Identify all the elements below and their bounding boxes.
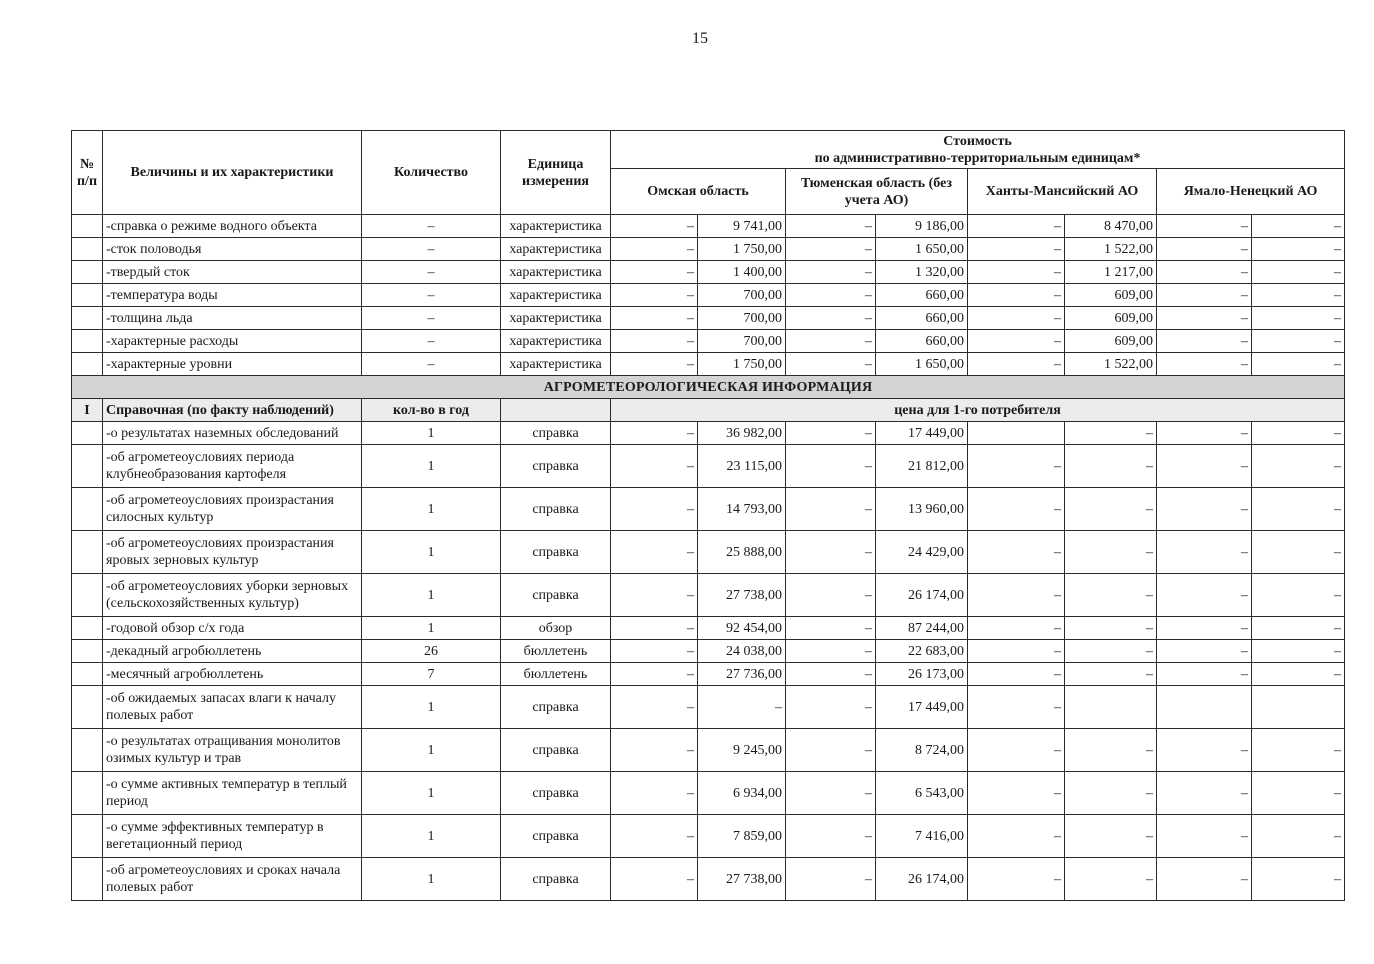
row-value: – xyxy=(1157,215,1252,238)
row-value: – xyxy=(786,574,876,617)
row-value: 7 859,00 xyxy=(698,815,786,858)
row-number-cell xyxy=(72,284,103,307)
row-value: – xyxy=(968,640,1065,663)
row-value: – xyxy=(1157,307,1252,330)
row-quantity: – xyxy=(362,215,501,238)
row-unit: характеристика xyxy=(501,215,611,238)
row-quantity: 1 xyxy=(362,574,501,617)
row-value: – xyxy=(968,858,1065,901)
row-value: 660,00 xyxy=(876,330,968,353)
row-value: – xyxy=(611,686,698,729)
row-value: 700,00 xyxy=(698,307,786,330)
row-quantity: – xyxy=(362,353,501,376)
header-cost xyxy=(611,131,1345,169)
header-region-khmao: Ханты-Мансийский АО xyxy=(968,169,1157,215)
row-value: 21 812,00 xyxy=(876,445,968,488)
row-unit: бюллетень xyxy=(501,640,611,663)
row-value: 1 750,00 xyxy=(698,353,786,376)
cost-subtitle: по административно-территориальным единицам* xyxy=(814,150,1141,166)
row-value: – xyxy=(1252,617,1345,640)
row-name: -характерные уровни xyxy=(103,353,362,376)
row-value: – xyxy=(1157,330,1252,353)
row-name: -сток половодья xyxy=(103,238,362,261)
row-value: – xyxy=(1065,488,1157,531)
row-value: 26 173,00 xyxy=(876,663,968,686)
row-quantity: 26 xyxy=(362,640,501,663)
row-value: – xyxy=(611,238,698,261)
table-row xyxy=(72,574,1345,617)
row-value: – xyxy=(786,663,876,686)
table-row xyxy=(72,815,1345,858)
table-row xyxy=(72,663,1345,686)
row-value: – xyxy=(611,488,698,531)
subheader-price: цена для 1-го потребителя xyxy=(611,399,1345,422)
table-row xyxy=(72,640,1345,663)
row-value: 609,00 xyxy=(1065,330,1157,353)
row-name: -температура воды xyxy=(103,284,362,307)
row-quantity: – xyxy=(362,284,501,307)
row-value: 26 174,00 xyxy=(876,574,968,617)
row-value: – xyxy=(1065,663,1157,686)
row-value xyxy=(1157,686,1252,729)
row-value: 27 738,00 xyxy=(698,858,786,901)
row-number-cell xyxy=(72,215,103,238)
row-value: – xyxy=(1065,617,1157,640)
agro-rows xyxy=(72,422,1345,901)
row-value: – xyxy=(786,617,876,640)
price-table xyxy=(71,130,1345,901)
row-value: 609,00 xyxy=(1065,307,1157,330)
table-row xyxy=(72,307,1345,330)
row-value: 1 217,00 xyxy=(1065,261,1157,284)
row-value: – xyxy=(1157,663,1252,686)
row-number-cell xyxy=(72,445,103,488)
row-value: – xyxy=(786,488,876,531)
row-value: 14 793,00 xyxy=(698,488,786,531)
row-unit: справка xyxy=(501,815,611,858)
row-number-cell xyxy=(72,238,103,261)
row-value: 9 741,00 xyxy=(698,215,786,238)
table-row xyxy=(72,445,1345,488)
row-value: – xyxy=(968,772,1065,815)
row-value: – xyxy=(786,772,876,815)
row-quantity: – xyxy=(362,261,501,284)
row-quantity: 1 xyxy=(362,617,501,640)
row-quantity: 1 xyxy=(362,815,501,858)
row-quantity: 1 xyxy=(362,422,501,445)
row-value: – xyxy=(968,531,1065,574)
row-number-cell xyxy=(72,663,103,686)
row-value: 1 320,00 xyxy=(876,261,968,284)
table-header xyxy=(72,131,1345,215)
row-name: -об агрометеоусловиях уборки зерновых (сельскохозяйственных культур) xyxy=(103,574,362,617)
row-value: – xyxy=(968,815,1065,858)
row-value: 8 724,00 xyxy=(876,729,968,772)
row-number-cell xyxy=(72,422,103,445)
row-value: – xyxy=(611,307,698,330)
row-unit: бюллетень xyxy=(501,663,611,686)
row-value: – xyxy=(1065,574,1157,617)
row-value: 1 522,00 xyxy=(1065,238,1157,261)
row-unit: справка xyxy=(501,772,611,815)
hydro-rows xyxy=(72,215,1345,376)
row-number-cell xyxy=(72,617,103,640)
row-name: -об агрометеоусловиях произрастания силосных культур xyxy=(103,488,362,531)
row-number-cell xyxy=(72,858,103,901)
row-unit: справка xyxy=(501,445,611,488)
row-value: – xyxy=(1157,238,1252,261)
row-value: – xyxy=(1252,284,1345,307)
row-value: – xyxy=(611,772,698,815)
row-value: – xyxy=(1157,284,1252,307)
row-value: – xyxy=(968,261,1065,284)
row-value: – xyxy=(786,445,876,488)
agro-section xyxy=(72,376,1345,422)
row-value: – xyxy=(968,729,1065,772)
row-value: – xyxy=(1252,574,1345,617)
row-value: – xyxy=(1252,815,1345,858)
table-row xyxy=(72,772,1345,815)
row-value: – xyxy=(611,284,698,307)
row-value: – xyxy=(1157,488,1252,531)
row-name: -толщина льда xyxy=(103,307,362,330)
row-name: -о сумме эффективных температур в вегетационный период xyxy=(103,815,362,858)
row-value: – xyxy=(1252,215,1345,238)
subheader-number: I xyxy=(72,399,103,422)
row-value: – xyxy=(1252,238,1345,261)
row-unit: справка xyxy=(501,858,611,901)
header-unit: Единица измерения xyxy=(501,131,611,215)
row-unit: справка xyxy=(501,686,611,729)
row-value: – xyxy=(611,858,698,901)
row-value: 7 416,00 xyxy=(876,815,968,858)
table-row xyxy=(72,353,1345,376)
row-value: – xyxy=(611,574,698,617)
row-value: – xyxy=(1157,729,1252,772)
row-value: – xyxy=(786,238,876,261)
row-number-cell xyxy=(72,686,103,729)
row-value xyxy=(1065,686,1157,729)
row-quantity: 1 xyxy=(362,488,501,531)
table-row xyxy=(72,422,1345,445)
row-unit: характеристика xyxy=(501,330,611,353)
row-quantity: 1 xyxy=(362,531,501,574)
row-value: 23 115,00 xyxy=(698,445,786,488)
row-value: – xyxy=(968,686,1065,729)
row-value: – xyxy=(786,531,876,574)
table-row xyxy=(72,686,1345,729)
row-name: -о результатах отращивания монолитов озимых культур и трав xyxy=(103,729,362,772)
row-unit: справка xyxy=(501,574,611,617)
row-value xyxy=(1252,686,1345,729)
row-value: – xyxy=(786,729,876,772)
row-number-cell xyxy=(72,574,103,617)
row-name: -характерные расходы xyxy=(103,330,362,353)
table-row xyxy=(72,531,1345,574)
row-value: – xyxy=(1157,772,1252,815)
row-value: – xyxy=(968,574,1065,617)
row-value: – xyxy=(1065,422,1157,445)
row-value: 27 736,00 xyxy=(698,663,786,686)
row-quantity: – xyxy=(362,238,501,261)
row-value: – xyxy=(968,617,1065,640)
header-number: № п/п xyxy=(72,131,103,215)
row-value: 36 982,00 xyxy=(698,422,786,445)
row-name: -о результатах наземных обследований xyxy=(103,422,362,445)
table-row xyxy=(72,488,1345,531)
row-value: 6 934,00 xyxy=(698,772,786,815)
row-value: – xyxy=(786,284,876,307)
row-unit: справка xyxy=(501,531,611,574)
row-quantity: – xyxy=(362,330,501,353)
row-unit: справка xyxy=(501,729,611,772)
row-name: -о сумме активных температур в теплый период xyxy=(103,772,362,815)
row-value: 26 174,00 xyxy=(876,858,968,901)
row-name: -месячный агробюллетень xyxy=(103,663,362,686)
row-number-cell xyxy=(72,488,103,531)
row-value: 13 960,00 xyxy=(876,488,968,531)
row-value: – xyxy=(1065,640,1157,663)
row-number-cell xyxy=(72,330,103,353)
row-value: 87 244,00 xyxy=(876,617,968,640)
table-row xyxy=(72,330,1345,353)
row-value: 17 449,00 xyxy=(876,686,968,729)
row-value: 660,00 xyxy=(876,307,968,330)
row-value: – xyxy=(611,330,698,353)
row-value: – xyxy=(1252,488,1345,531)
row-value: – xyxy=(1065,445,1157,488)
row-value: – xyxy=(1252,729,1345,772)
row-name: -годовой обзор с/х года xyxy=(103,617,362,640)
row-value: – xyxy=(611,617,698,640)
row-value: 700,00 xyxy=(698,284,786,307)
row-value: – xyxy=(1065,858,1157,901)
row-value: 700,00 xyxy=(698,330,786,353)
row-value: 9 186,00 xyxy=(876,215,968,238)
row-value: – xyxy=(1252,353,1345,376)
row-value: – xyxy=(611,729,698,772)
row-value: – xyxy=(1252,330,1345,353)
row-unit: характеристика xyxy=(501,307,611,330)
row-quantity: – xyxy=(362,307,501,330)
header-name: Величины и их характеристики xyxy=(103,131,362,215)
row-number-cell xyxy=(72,307,103,330)
row-value: 17 449,00 xyxy=(876,422,968,445)
table-row xyxy=(72,261,1345,284)
table-row xyxy=(72,858,1345,901)
row-quantity: 7 xyxy=(362,663,501,686)
section-title: АГРОМЕТЕОРОЛОГИЧЕСКАЯ ИНФОРМАЦИЯ xyxy=(72,376,1345,399)
row-value: – xyxy=(611,422,698,445)
subheader-unit xyxy=(501,399,611,422)
row-value: – xyxy=(611,445,698,488)
row-name: -об ожидаемых запасах влаги к началу полевых работ xyxy=(103,686,362,729)
row-value: – xyxy=(968,238,1065,261)
table-row xyxy=(72,617,1345,640)
row-name: -твердый сток xyxy=(103,261,362,284)
row-number-cell xyxy=(72,729,103,772)
row-value: – xyxy=(968,307,1065,330)
row-value: – xyxy=(1065,531,1157,574)
row-value: – xyxy=(1157,858,1252,901)
row-value: 6 543,00 xyxy=(876,772,968,815)
row-value: – xyxy=(786,215,876,238)
row-value: – xyxy=(1252,261,1345,284)
header-quantity: Количество xyxy=(362,131,501,215)
row-value: – xyxy=(1252,772,1345,815)
row-number-cell xyxy=(72,353,103,376)
row-unit: характеристика xyxy=(501,261,611,284)
subheader-name: Справочная (по факту наблюдений) xyxy=(103,399,362,422)
row-value: 8 470,00 xyxy=(1065,215,1157,238)
row-name: -об агрометеоусловиях периода клубнеобразования картофеля xyxy=(103,445,362,488)
row-value: – xyxy=(1252,445,1345,488)
row-value: 660,00 xyxy=(876,284,968,307)
row-value: – xyxy=(968,284,1065,307)
row-unit: характеристика xyxy=(501,284,611,307)
row-number-cell xyxy=(72,261,103,284)
row-unit: характеристика xyxy=(501,353,611,376)
row-value: – xyxy=(1252,422,1345,445)
row-value: 92 454,00 xyxy=(698,617,786,640)
row-value: 22 683,00 xyxy=(876,640,968,663)
row-value: – xyxy=(786,307,876,330)
row-name: -справка о режиме водного объекта xyxy=(103,215,362,238)
row-value: 1 650,00 xyxy=(876,238,968,261)
header-region-omsk: Омская область xyxy=(611,169,786,215)
row-value: 1 750,00 xyxy=(698,238,786,261)
row-value: – xyxy=(1065,772,1157,815)
row-value: – xyxy=(1065,815,1157,858)
row-value xyxy=(968,422,1065,445)
row-value: – xyxy=(786,261,876,284)
row-value: – xyxy=(968,445,1065,488)
row-number-cell xyxy=(72,815,103,858)
row-number-cell xyxy=(72,772,103,815)
header-region-yanao: Ямало-Ненецкий АО xyxy=(1157,169,1345,215)
table-row xyxy=(72,729,1345,772)
row-value: – xyxy=(611,531,698,574)
row-value: – xyxy=(698,686,786,729)
row-value: – xyxy=(1157,353,1252,376)
row-value: 1 522,00 xyxy=(1065,353,1157,376)
row-value: – xyxy=(786,858,876,901)
row-value: – xyxy=(611,815,698,858)
row-quantity: 1 xyxy=(362,686,501,729)
row-value: – xyxy=(968,353,1065,376)
row-value: – xyxy=(1157,445,1252,488)
row-value: – xyxy=(1252,531,1345,574)
row-name: -об агрометеоусловиях произрастания яровых зерновых культур xyxy=(103,531,362,574)
subheader-quantity: кол-во в год xyxy=(362,399,501,422)
row-value: – xyxy=(786,686,876,729)
row-value: – xyxy=(611,640,698,663)
row-unit: обзор xyxy=(501,617,611,640)
row-value: – xyxy=(1065,729,1157,772)
row-value: – xyxy=(611,663,698,686)
row-value: – xyxy=(786,422,876,445)
row-value: – xyxy=(1252,307,1345,330)
table-row xyxy=(72,215,1345,238)
row-value: 25 888,00 xyxy=(698,531,786,574)
page-number: 15 xyxy=(692,30,708,47)
row-value: – xyxy=(1157,422,1252,445)
table-row xyxy=(72,284,1345,307)
row-value: 1 650,00 xyxy=(876,353,968,376)
row-value: – xyxy=(1252,858,1345,901)
row-value: 609,00 xyxy=(1065,284,1157,307)
row-value: – xyxy=(611,261,698,284)
row-value: – xyxy=(1157,640,1252,663)
row-number-cell xyxy=(72,640,103,663)
row-value: – xyxy=(1157,261,1252,284)
row-value: – xyxy=(1157,531,1252,574)
row-value: – xyxy=(786,330,876,353)
row-unit: справка xyxy=(501,488,611,531)
row-quantity: 1 xyxy=(362,729,501,772)
row-value: 9 245,00 xyxy=(698,729,786,772)
table-row xyxy=(72,238,1345,261)
row-value: – xyxy=(968,330,1065,353)
row-name: -декадный агробюллетень xyxy=(103,640,362,663)
row-value: – xyxy=(1157,617,1252,640)
row-unit: характеристика xyxy=(501,238,611,261)
row-value: – xyxy=(1252,663,1345,686)
row-value: – xyxy=(1157,574,1252,617)
header-region-tyumen: Тюменская область (без учета АО) xyxy=(786,169,968,215)
row-quantity: 1 xyxy=(362,445,501,488)
row-value: – xyxy=(786,640,876,663)
row-value: – xyxy=(786,353,876,376)
row-number-cell xyxy=(72,531,103,574)
cost-title: Стоимость xyxy=(943,133,1012,149)
row-quantity: 1 xyxy=(362,772,501,815)
row-value: – xyxy=(968,488,1065,531)
row-value: – xyxy=(786,815,876,858)
row-name: -об агрометеоусловиях и сроках начала полевых работ xyxy=(103,858,362,901)
row-value: – xyxy=(1157,815,1252,858)
row-quantity: 1 xyxy=(362,858,501,901)
row-value: – xyxy=(968,215,1065,238)
row-value: – xyxy=(611,215,698,238)
row-value: 27 738,00 xyxy=(698,574,786,617)
row-value: 1 400,00 xyxy=(698,261,786,284)
row-value: – xyxy=(1252,640,1345,663)
row-unit: справка xyxy=(501,422,611,445)
row-value: 24 038,00 xyxy=(698,640,786,663)
row-value: – xyxy=(968,663,1065,686)
row-value: 24 429,00 xyxy=(876,531,968,574)
row-value: – xyxy=(611,353,698,376)
